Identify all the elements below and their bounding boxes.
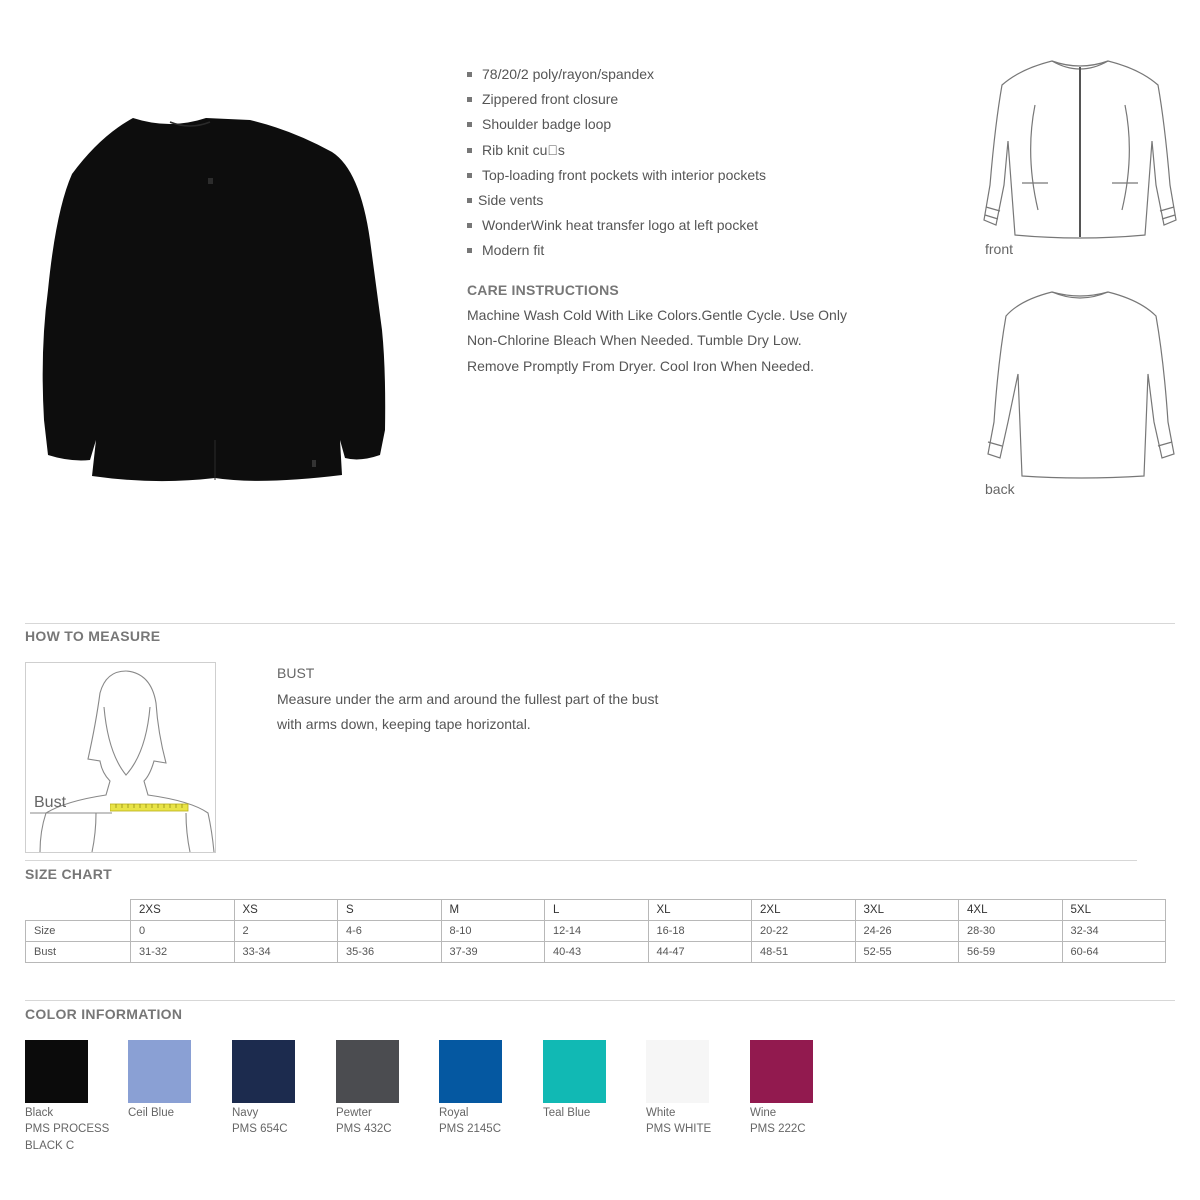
color-name: Black [25,1107,54,1119]
color-information-title: COLOR INFORMATION [25,1006,183,1022]
feature-item: 78/20/2 poly/rayon/spandex [466,62,926,87]
size-chart-table [25,899,1166,963]
table-cell: 24-26 [855,921,959,942]
color-pms: PMS 222C [750,1123,806,1135]
bust-title: BUST [277,665,315,681]
table-cell: 20-22 [752,921,856,942]
feature-item: Modern fit [466,238,926,263]
table-cell: 28-30 [959,921,1063,942]
table-cell: 52-55 [855,942,959,963]
color-name: Navy [232,1107,259,1119]
size-header-cell: 2XL [752,900,856,921]
color-pms: PMS WHITE [646,1123,712,1135]
bust-instructions [277,687,658,738]
color-name: Pewter [336,1107,372,1119]
color-swatch-ceil-blue[interactable] [128,1040,191,1103]
bust-figure-label: Bust [34,794,67,811]
table-cell: 44-47 [648,942,752,963]
size-header-cell: L [545,900,649,921]
size-header-row [26,900,1166,921]
color-swatch-teal-blue[interactable] [543,1040,606,1103]
section-divider [25,1000,1175,1001]
size-header-cell: 2XS [131,900,235,921]
size-header-cell: 4XL [959,900,1063,921]
color-swatch-navy[interactable] [232,1040,295,1103]
feature-item: Side vents [466,188,926,213]
color-name: Teal Blue [543,1107,591,1119]
size-header-cell: 5XL [1062,900,1166,921]
feature-item: Rib knit cu s [466,138,926,163]
size-header-cell: XS [234,900,338,921]
color-swatch-wine[interactable] [750,1040,813,1103]
feature-item: WonderWink heat transfer logo at left pocket [466,213,926,238]
table-row [26,942,1166,963]
color-pms: PMS 654C [232,1123,288,1135]
figure-outline-icon [26,663,215,852]
table-cell: 56-59 [959,942,1063,963]
table-cell: 35-36 [338,942,442,963]
table-cell: 33-34 [234,942,338,963]
size-header-cell: M [441,900,545,921]
section-divider [25,860,1137,861]
care-line: Remove Promptly From Dryer. Cool Iron When Needed. [467,357,815,374]
color-name: White [646,1107,676,1119]
color-name: Wine [750,1107,777,1119]
color-pms: PMS PROCESS BLACK C [25,1123,110,1152]
bust-pointer-line [30,811,112,815]
care-instructions-text [467,303,887,379]
color-swatch-royal[interactable] [439,1040,502,1103]
size-header-cell: 3XL [855,900,959,921]
bust-line: Measure under the arm and around the fullest part of the bust [277,691,659,707]
feature-item: Shoulder badge loop [466,112,926,137]
color-name: Ceil Blue [128,1107,175,1119]
tape-measure-icon [110,803,190,813]
table-cell: 48-51 [752,942,856,963]
jacket-front-drawing [980,45,1180,245]
table-row [26,921,1166,942]
table-cell: 12-14 [545,921,649,942]
jacket-back-drawing [980,282,1180,482]
table-cell: 2 [234,921,338,942]
color-swatch-white[interactable] [646,1040,709,1103]
row-label: Bust [26,942,131,963]
table-cell: 32-34 [1062,921,1166,942]
table-cell: 0 [131,921,235,942]
color-pms: PMS 2145C [439,1123,502,1135]
care-instructions-title: CARE INSTRUCTIONS [467,282,619,298]
care-line: Machine Wash Cold With Like Colors.Gentle Cycle. Use Only [467,307,847,323]
table-cell: 31-32 [131,942,235,963]
size-chart-title: SIZE CHART [25,866,112,882]
back-label: back [985,481,1015,497]
color-name: Royal [439,1107,469,1119]
bust-measure-figure [25,662,216,853]
row-label: Size [26,921,131,942]
size-header-cell: S [338,900,442,921]
table-cell: 60-64 [1062,942,1166,963]
feature-item: Zippered front closure [466,87,926,112]
how-to-measure-title: HOW TO MEASURE [25,628,161,644]
section-divider [25,623,1175,624]
table-cell: 16-18 [648,921,752,942]
table-cell: 4-6 [338,921,442,942]
table-cell: 37-39 [441,942,545,963]
table-cell: 8-10 [441,921,545,942]
care-line: Non-Chlorine Bleach When Needed. Tumble Dry Low. [467,332,802,349]
feature-item: Top-loading front pockets with interior pockets [466,163,926,188]
color-swatch-black[interactable] [25,1040,88,1103]
size-header-cell: XL [648,900,752,921]
color-swatch-pewter[interactable] [336,1040,399,1103]
front-label: front [985,241,1014,257]
color-pms: PMS 432C [336,1123,392,1135]
bust-line: with arms down, keeping tape horizontal. [277,716,531,733]
jacket-photo [30,100,400,490]
table-cell: 40-43 [545,942,649,963]
feature-list [466,62,926,264]
